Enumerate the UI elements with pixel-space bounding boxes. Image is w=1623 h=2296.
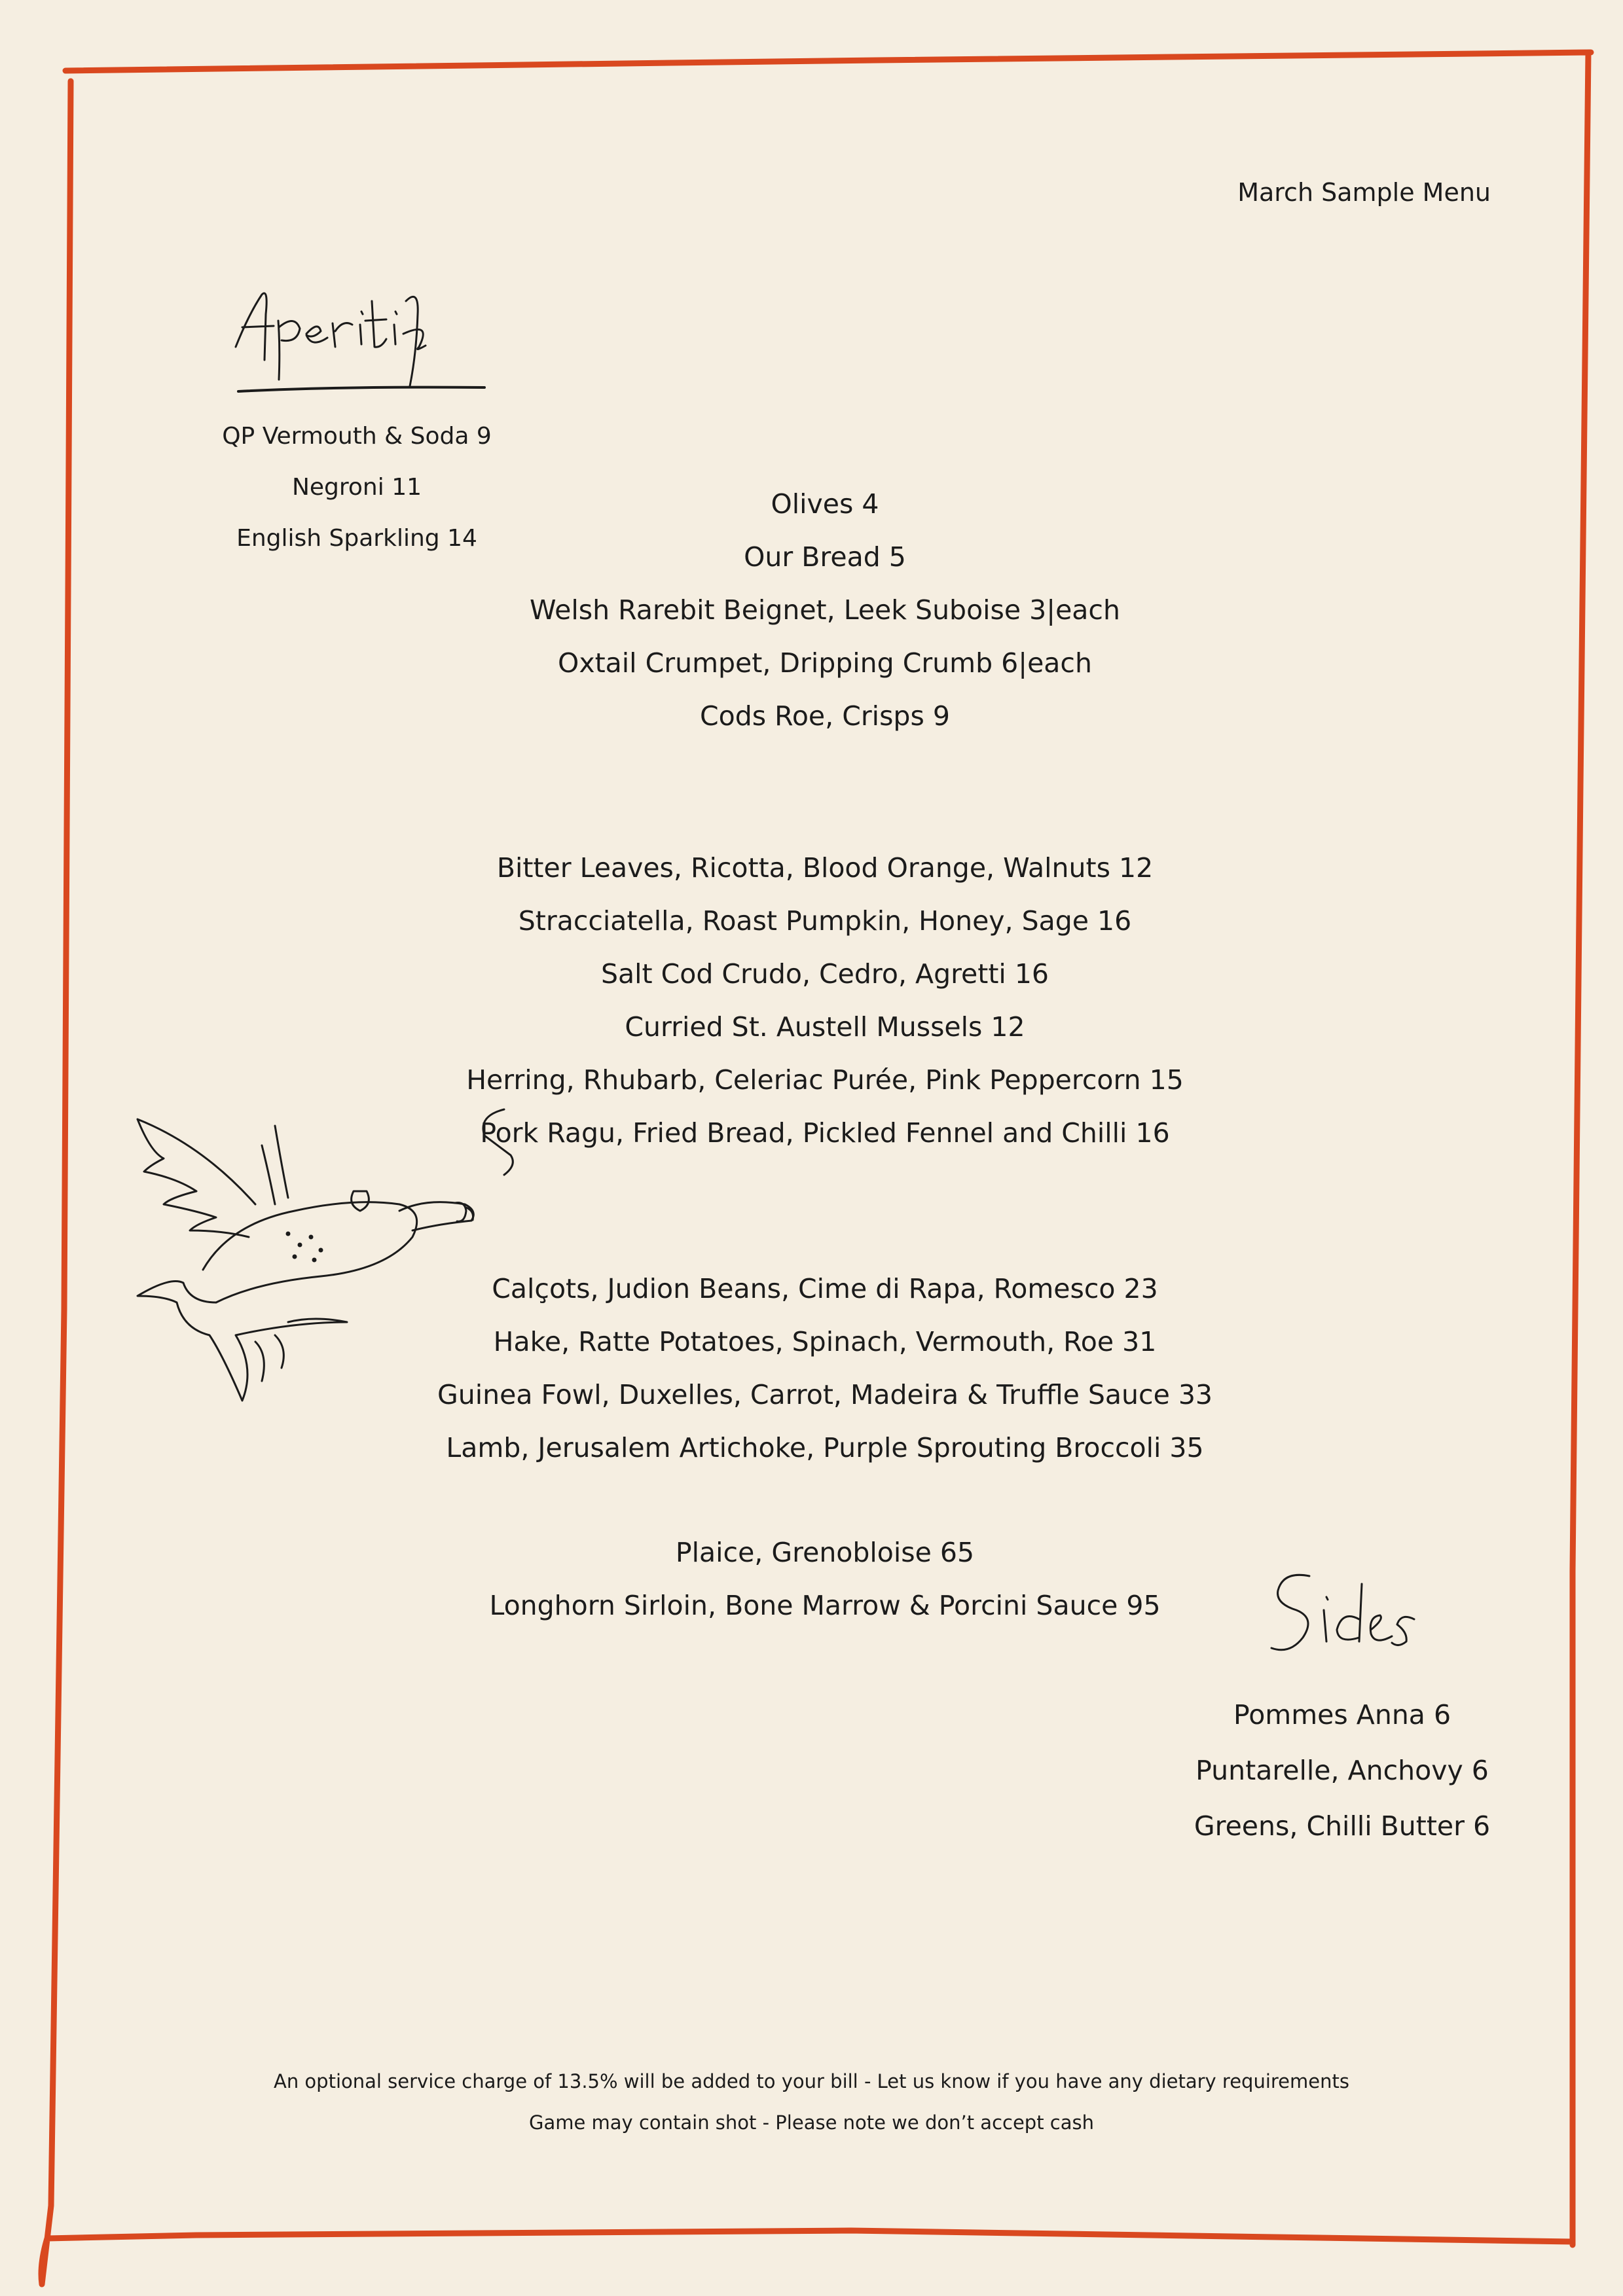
menu-item: Salt Cod Crudo, Cedro, Agretti 16 — [600, 958, 1049, 990]
menu-item: Welsh Rarebit Beignet, Leek Suboise 3|each — [530, 594, 1120, 626]
menu-item: Calçots, Judion Beans, Cime di Rapa, Romesco 23 — [492, 1273, 1158, 1304]
menu-title: March Sample Menu — [1237, 178, 1491, 207]
menu-item: Longhorn Sirloin, Bone Marrow & Porcini Sauce 95 — [489, 1590, 1161, 1621]
menu-item: Cods Roe, Crisps 9 — [700, 700, 950, 732]
aperitifs-heading-script — [223, 275, 498, 406]
menu-item: Curried St. Austell Mussels 12 — [625, 1011, 1025, 1043]
menu-item: Hake, Ratte Potatoes, Spinach, Vermouth, Roe 31 — [493, 1326, 1157, 1357]
menu-item: Bitter Leaves, Ricotta, Blood Orange, Walnuts 12 — [496, 852, 1154, 884]
side-item: Greens, Chilli Butter 6 — [1194, 1810, 1491, 1842]
menu-item: Pork Ragu, Fried Bread, Pickled Fennel and Chilli 16 — [480, 1117, 1170, 1149]
service-charge-note: An optional service charge of 13.5% will be added to your bill - Let us know if you have any dietary requirements — [274, 2070, 1349, 2092]
menu-item: Lamb, Jerusalem Artichoke, Purple Sprouting Broccoli 35 — [446, 1432, 1204, 1463]
sharing-section — [367, 1526, 1283, 1632]
menu-item: Guinea Fowl, Duxelles, Carrot, Madeira & Truffle Sauce 33 — [437, 1379, 1213, 1410]
payment-note: Game may contain shot - Please note we don’t accept cash — [528, 2111, 1095, 2134]
side-item: Pommes Anna 6 — [1233, 1699, 1451, 1731]
menu-item: Oxtail Crumpet, Dripping Crumb 6|each — [558, 647, 1092, 679]
menu-item: Olives 4 — [771, 488, 879, 520]
aperitif-item: Negroni 11 — [291, 474, 422, 501]
sides-list — [1178, 1687, 1506, 1854]
aperitif-item: English Sparkling 14 — [236, 525, 477, 552]
menu-item: Plaice, Grenobloise 65 — [675, 1537, 975, 1568]
snacks-section — [367, 478, 1283, 743]
menu-item: Stracciatella, Roast Pumpkin, Honey, Sage 16 — [518, 905, 1132, 937]
menu-item: Our Bread 5 — [744, 541, 906, 573]
menu-item: Herring, Rhubarb, Celeriac Purée, Pink Peppercorn 15 — [466, 1064, 1184, 1096]
side-item: Puntarelle, Anchovy 6 — [1195, 1755, 1489, 1786]
winged-fish-illustration — [124, 1106, 530, 1446]
sides-heading-script — [1264, 1564, 1421, 1662]
aperitif-item: QP Vermouth & Soda 9 — [222, 423, 492, 450]
